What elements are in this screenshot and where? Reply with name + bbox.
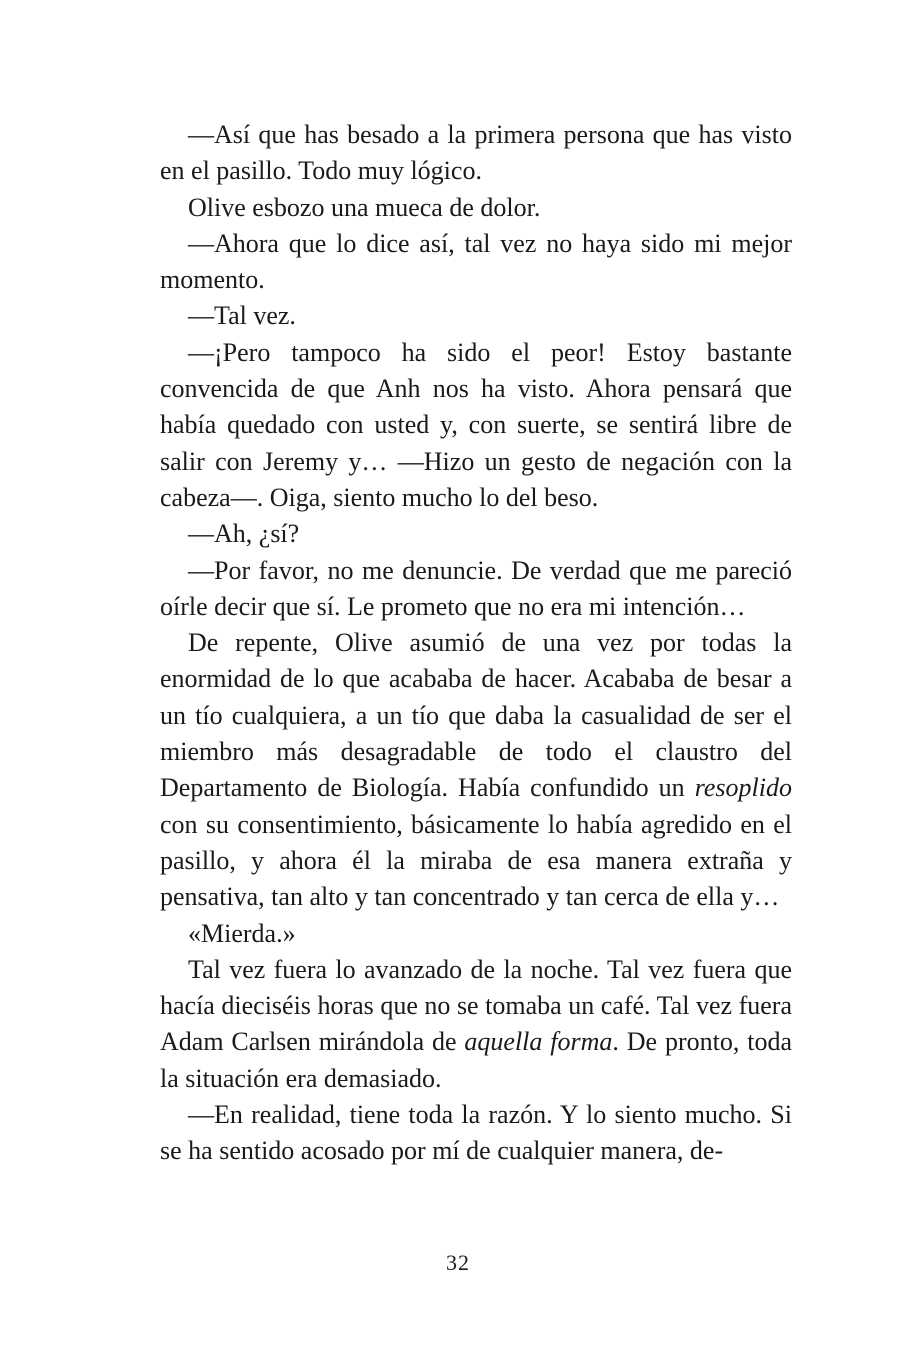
paragraph: —Ah, ¿sí? (188, 519, 300, 549)
paragraph: —En realidad, tiene toda la razón. Y lo siento mucho. Si se ha sentido acosado por mí de cualquier manera, de- (160, 1100, 792, 1166)
paragraph: De repente, Olive asumió de una vez por todas la enormidad de lo que acababa de hacer. Acababa de besar a un tío cualquiera, a un tío que daba la casualidad de ser el miembro más desagradable de todo el claustro del Departamento de Biología. Había confundido un resoplido con su consentimiento, básicamente lo había agredido en el pasillo, y ahora él la miraba de esa manera extraña y pensativa, tan alto y tan concentrado y tan cerca de ella y… (160, 628, 792, 912)
page-number: 32 (446, 1250, 470, 1275)
italic-phrase: aquella forma (464, 1027, 613, 1057)
paragraph: «Mierda.» (188, 918, 296, 948)
italic-phrase: resoplido (694, 773, 792, 803)
paragraph: —Por favor, no me denuncie. De verdad que me pareció oírle decir que sí. Le prometo que no era mi intención… (160, 555, 792, 621)
page-body (160, 117, 792, 1170)
paragraph: —Así que has besado a la primera persona que has visto en el pasillo. Todo muy lógico. (160, 120, 792, 186)
paragraph: —¡Pero tampoco ha sido el peor! Estoy bastante convencida de que Anh nos ha visto. Ahora pensará que había quedado con usted y, con suerte, se sentirá libre de salir con Jeremy y… —Hizo un gesto de negación con la cabeza—. Oiga, siento mucho lo del beso. (160, 337, 792, 512)
paragraph: Tal vez fuera lo avanzado de la noche. Tal vez fuera que hacía dieciséis horas que no se tomaba un café. Tal vez fuera Adam Carlsen mirándola de aquella forma. De pronto, toda la situación era demasiado. (160, 954, 792, 1093)
paragraph: —Ahora que lo dice así, tal vez no haya sido mi mejor momento. (160, 228, 792, 295)
paragraph: —Tal vez. (188, 301, 296, 331)
paragraph: Olive esbozo una mueca de dolor. (188, 192, 541, 222)
